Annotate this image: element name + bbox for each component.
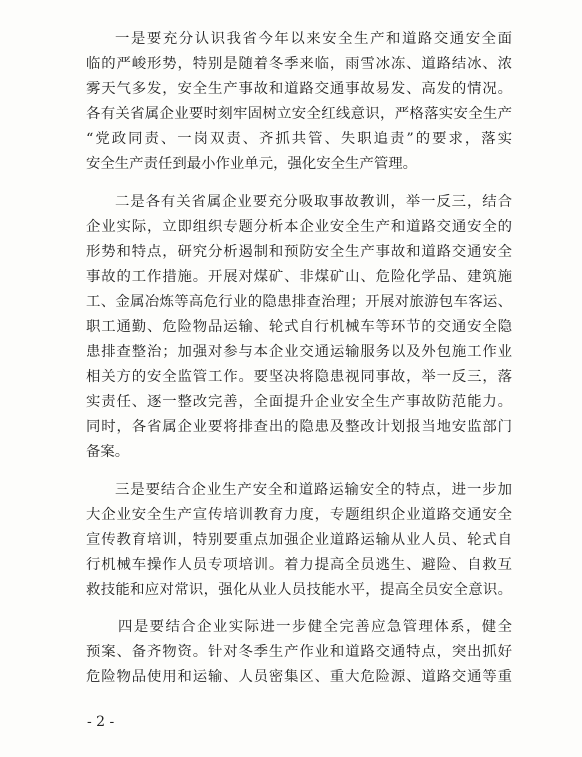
text-line: “党政同责、一岗双责、齐抓共管、失职追责”的要求，落实 <box>86 131 512 147</box>
text-line: 救技能和应对常识，强化从业人员技能水平，提高全员安全意识。 <box>86 582 512 598</box>
text-line: 安全生产责任到最小作业单元，强化安全生产管理。 <box>86 156 417 172</box>
text-line: 三是要结合企业生产安全和道路运输安全的特点，进一步加 <box>115 482 512 498</box>
text-line: 企业实际，立即组织专题分析本企业安全生产和道路交通安全的 <box>86 219 512 235</box>
text-line: 工、金属冶炼等高危行业的隐患排查治理；开展对旅游包车客运、 <box>86 294 512 310</box>
text-line: 宣传教育培训，特别要重点加强企业道路运输从业人员、轮式自 <box>86 532 512 548</box>
text-line: 临的严峻形势，特别是随着冬季来临，雨雪冰冻、道路结冰、浓 <box>86 56 512 72</box>
page-number: - 2 - <box>87 714 115 730</box>
text-line: 形势和特点，研究分析遏制和预防安全生产事故和道路交通安全 <box>86 244 512 260</box>
text-line: 实责任、逐一整改完善，全面提升企业安全生产事故防范能力。 <box>86 394 512 410</box>
text-line: 行机械车操作人员专项培训。着力提高全员逃生、避险、自救互 <box>86 557 512 573</box>
text-line: 预案、备齐物资。针对冬季生产作业和道路交通特点，突出抓好 <box>86 644 512 660</box>
text-line: 事故的工作措施。开展对煤矿、非煤矿山、危险化学品、建筑施 <box>86 269 512 285</box>
text-line: 一是要充分认识我省今年以来安全生产和道路交通安全面 <box>115 31 512 47</box>
text-line: 大企业安全生产宣传培训教育力度，专题组织企业道路交通安全 <box>86 507 512 523</box>
text-line: 二是各有关省属企业要充分吸取事故教训，举一反三，结合 <box>115 194 512 210</box>
text-line: 雾天气多发，安全生产事故和道路交通事故易发、高发的情况。 <box>86 81 512 97</box>
text-line: 危险物品使用和运输、人员密集区、重大危险源、道路交通等重 <box>86 669 512 685</box>
text-line: 各有关省属企业要时刻牢固树立安全红线意识，严格落实安全生产 <box>86 106 512 122</box>
text-line: 备案。 <box>86 444 130 460</box>
text-line: 四是要结合企业实际进一步健全完善应急管理体系，健全 <box>118 619 512 635</box>
text-line: 患排查整治；加强对参与本企业交通运输服务以及外包施工作业 <box>86 344 512 360</box>
text-line: 职工通勤、危险物品运输、轮式自行机械车等环节的交通安全隐 <box>86 319 512 335</box>
text-line: 同时，各省属企业要将排查出的隐患及整改计划报当地安监部门 <box>86 419 512 435</box>
text-line: 相关方的安全监管工作。要坚决将隐患视同事故，举一反三，落 <box>86 369 512 385</box>
